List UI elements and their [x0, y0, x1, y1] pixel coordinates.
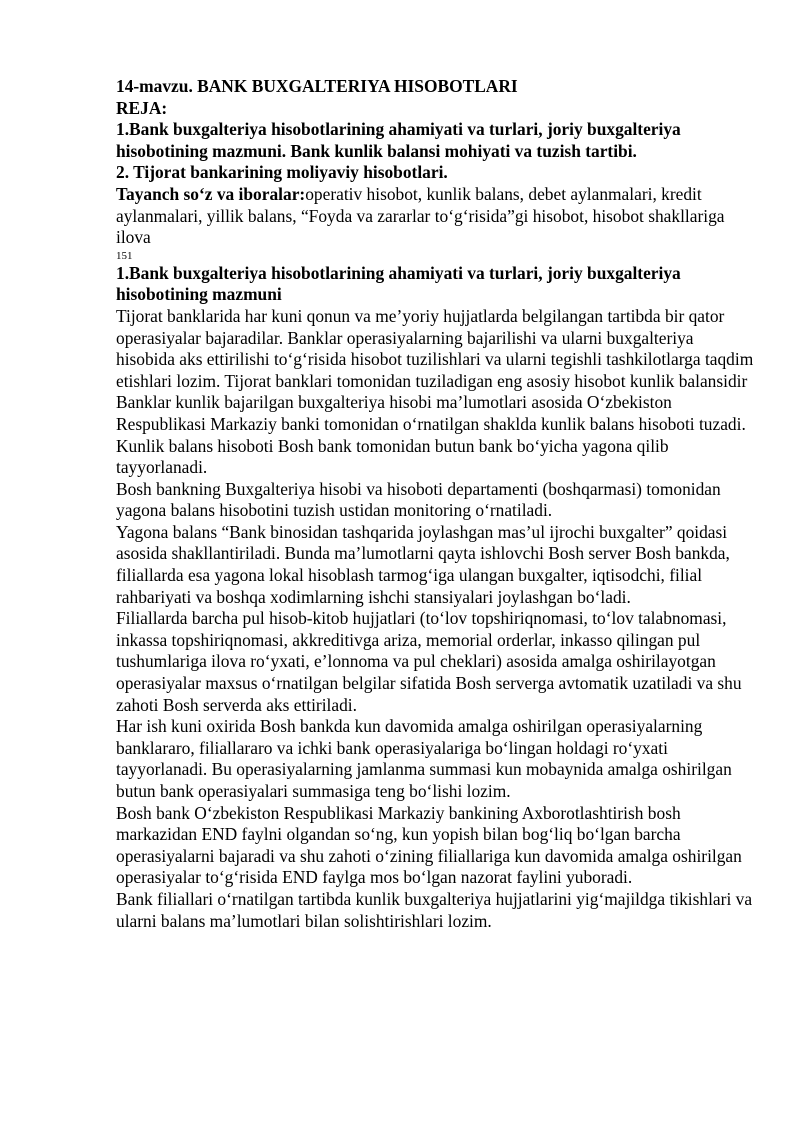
topic-title: 14-mavzu. BANK BUXGALTERIYA HISOBOTLARI: [116, 76, 518, 96]
page-number: 151: [116, 249, 133, 262]
body-paragraph: Yagona balans “Bank binosidan tashqarida joylashgan mas’ul ijrochi buxgalter” qoidasi asosida shakllantiriladi. Bunda ma’lumotlarni qayta ishlovchi Bosh server Bosh bankda, filiallarda esa yagona lokal hisoblash tarmog‘iga ulangan buxgalter, iqtisodchi, filial rahbariyati va boshqa xodimlarning ishchi stansiyalari joylashgan bo‘ladi.: [116, 521, 730, 607]
body-paragraph: Filiallarda barcha pul hisob-kitob hujjatlari (to‘lov topshiriqnomasi, to‘lov talabnomasi, inkassa topshiriqnomasi, akkreditivga ariza, memorial orderlar, inkasso qilingan pul tushumlariga ilova ro‘yxati, e’lonnoma va pul cheklari) asosida amalga oshirilayotgan operasiyalar maxsus o‘rnatilgan belgilar sifatida Bosh serverga avtomatik uzatiladi va shu zahoti Bosh serverda aks ettiriladi.: [116, 608, 742, 715]
body-paragraph: Tijorat banklarida har kuni qonun va me’yoriy hujjatlarda belgilangan tartibda bir qator operasiyalar bajaradilar. Banklar operasiyalarning bajarilishi va ularni buxgalteriya hisobida aks ettirilishi to‘g‘risida hisobot tuzilishlari va ularni tegishli tashkilotlarga taqdim etishlari lozim. Tijorat banklari tomonidan tuziladigan eng asosiy hisobot kunlik balansidir: [116, 305, 754, 391]
body-paragraph: Bosh bank O‘zbekiston Respublikasi Markaziy bankining Axborotlashtirish bosh markazidan END faylni olgandan so‘ng, kun yopish bilan bog‘liq bo‘lgan barcha operasiyalarni bajaradi va shu zahoti o‘zining filiallariga kun davomida amalga oshirilgan operasiyalar to‘g‘risida END faylga mos bo‘lgan nazorat faylini yuboradi.: [116, 802, 742, 888]
body-paragraph: Bank filiallari o‘rnatilgan tartibda kunlik buxgalteriya hujjatlarini yig‘majildga tikishlari va ularni balans ma’lumotlari bilan solishtirishlari lozim.: [116, 888, 753, 931]
keywords-label: Tayanch so‘z va iboralar:: [116, 183, 306, 204]
keywords-text: operativ hisobot, kunlik balans, debet aylanmalari, kredit aylanmalari, yillik balans, “Foyda va zararlar to‘g‘risida”gi hisobot, hisobot shakllariga ilova: [116, 183, 725, 248]
body-paragraph: Banklar kunlik bajarilgan buxgalteriya hisobi ma’lumotlari asosida O‘zbekiston Respublikasi Markaziy banki tomonidan o‘rnatilgan shaklda kunlik balans hisoboti tuzadi. Kunlik balans hisoboti Bosh bank tomonidan butun bank bo‘yicha yagona qilib tayyorlanadi.: [116, 392, 746, 478]
document-page: [116, 76, 756, 932]
plan-item-1: 1.Bank buxgalteriya hisobotlarining ahamiyati va turlari, joriy buxgalteriya hisobotining mazmuni. Bank kunlik balansi mohiyati va tuzish tartibi.: [116, 119, 681, 161]
plan-label: REJA:: [116, 97, 168, 118]
keywords-paragraph: [116, 184, 756, 249]
body-paragraph: Bosh bankning Buxgalteriya hisobi va hisoboti departamenti (boshqarmasi) tomonidan yagona balans hisobotini tuzish ustidan monitoring o‘rnatiladi.: [116, 478, 721, 521]
plan-item-2: 2. Tijorat bankarining moliyaviy hisobotlari.: [116, 162, 448, 183]
section-heading: 1.Bank buxgalteriya hisobotlarining ahamiyati va turlari, joriy buxgalteriya hisobotining mazmuni: [116, 262, 681, 305]
body-paragraph: Har ish kuni oxirida Bosh bankda kun davomida amalga oshirilgan operasiyalarning banklararo, filiallararo va ichki bank operasiyalariga bo‘lingan holdagi ro‘yxati tayyorlanadi. Bu operasiyalarning jamlanma summasi kun mobaynida amalga oshirilgan butun bank operasiyalari summasiga teng bo‘lishi lozim.: [116, 716, 732, 801]
